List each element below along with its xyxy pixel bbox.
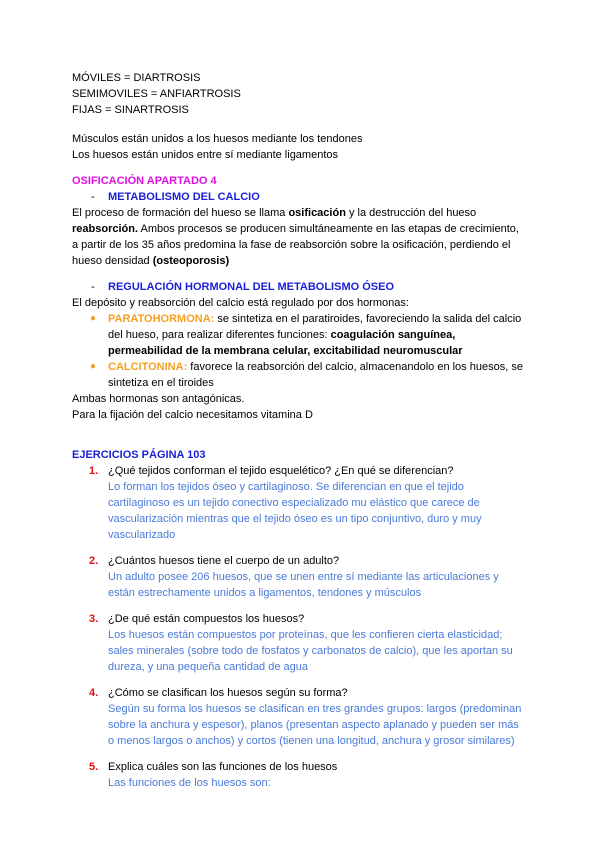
text-run: hueso densidad (72, 255, 153, 267)
text-run: se sintetiza en el paratiroides, favoreciendo la salida del calcio (214, 313, 522, 325)
bullet-icon: ● (90, 361, 97, 372)
term-paratohormona: PARATOHORMONA: (108, 313, 215, 325)
text-run: Ambos procesos se producen simultáneamente en las etapas de crecimiento, (138, 223, 519, 235)
question-number: 1. (89, 465, 99, 477)
question-text: ¿Qué tejidos conforman el tejido esquelético? ¿En qué se diferencian? (108, 465, 454, 477)
text-run: El proceso de formación del hueso se llama (72, 207, 289, 219)
text-run: favorece la reabsorción del calcio, almacenandolo en los huesos, se (187, 361, 523, 373)
term-osteoporosis: (osteoporosis) (152, 255, 230, 267)
calcitonina-line-1 (108, 359, 523, 375)
joint-line-1: MÓVILES = DIARTROSIS (72, 72, 201, 84)
term-calcitonina: CALCITONINA: (108, 361, 188, 373)
subtitle-metabolismo-calcio: METABOLISMO DEL CALCIO (108, 191, 260, 203)
question-number: 2. (89, 555, 99, 567)
answer-line: están estrechamente unidos a ligamentos, tendones y músculos (108, 587, 422, 599)
paratohormona-line-2 (108, 327, 455, 343)
antagonicas-line: Ambas hormonas son antagónicas. (72, 393, 245, 405)
bullet-icon: ● (90, 313, 97, 324)
question-number: 3. (89, 613, 99, 625)
answer-line: dureza, y una pequeña cantidad de agua (108, 661, 308, 673)
muscles-line-1: Músculos están unidos a los huesos mediante los tendones (72, 133, 363, 145)
paratohormona-line-3: permeabilidad de la membrana celular, excitabilidad neuromuscular (108, 345, 463, 357)
paragraph-line (72, 253, 229, 269)
term-reabsorcion: reabsorción. (72, 223, 139, 235)
vitamina-d-line: Para la fijación del calcio necesitamos vitamina D (72, 409, 313, 421)
question-number: 4. (89, 687, 99, 699)
paragraph-line (72, 205, 476, 221)
answer-line: sobre la anchura y espesor), planos (presentan aspecto aplanado y pueden ser más (108, 719, 519, 731)
calcitonina-line-2: sintetiza en el tiroides (108, 377, 214, 389)
question-text: ¿Cuántos huesos tiene el cuerpo de un adulto? (108, 555, 340, 567)
answer-line: cartilaginoso es un tejido conectivo especializado mu elástico que carece de (108, 497, 480, 509)
question-number: 5. (89, 761, 99, 773)
question-text: ¿Cómo se clasifican los huesos según su forma? (108, 687, 348, 699)
term-osificacion: osificación (288, 207, 346, 219)
question-text: ¿De qué están compuestos los huesos? (108, 613, 305, 625)
dash-marker: - (91, 191, 95, 203)
paragraph-line (72, 221, 519, 237)
answer-line: sales minerales (sobre todo de fosfatos y carbonatos de calcio), que les aportan su (108, 645, 513, 657)
answer-line: Un adulto posee 206 huesos, que se unen entre sí mediante las articulaciones y (108, 571, 499, 583)
answer-line: Los huesos están compuestos por proteínas, que les confieren cierta elasticidad; (108, 629, 503, 641)
paratohormona-line-1 (108, 311, 521, 327)
section-title-osificacion: OSIFICACIÓN APARTADO 4 (72, 175, 217, 187)
subtitle-regulacion-hormonal: REGULACIÓN HORMONAL DEL METABOLISMO ÓSEO (108, 281, 395, 293)
answer-line: o menos largos o anchos) y cortos (tienen una longitud, anchura y grosor similares) (108, 735, 515, 747)
answer-line: vascularización mientras que el tejido óseo es un tipo conjuntivo, duro y muy (108, 513, 482, 525)
paragraph-line: a partir de los 35 años predomina la fase de reabsorción sobre la osificación, perdiendo el (72, 239, 511, 251)
answer-line: Lo forman los tejidos óseo y cartilaginoso. Se diferencian en que el tejido (108, 481, 464, 493)
answer-line: vascularizado (108, 529, 176, 541)
joint-line-3: FIJAS = SINARTROSIS (72, 104, 189, 116)
question-text: Explica cuáles son las funciones de los huesos (108, 761, 338, 773)
answer-line: Según su forma los huesos se clasifican en tres grandes grupos: largos (predominan (108, 703, 522, 715)
section-title-ejercicios: EJERCICIOS PÁGINA 103 (72, 449, 206, 461)
text-run: del hueso, para realizar diferentes funciones: (108, 329, 331, 341)
dash-marker: - (91, 281, 95, 293)
joint-line-2: SEMIMOVILES = ANFIARTROSIS (72, 88, 241, 100)
deposito-line: El depósito y reabsorción del calcio está regulado por dos hormonas: (72, 297, 409, 309)
text-run: y la destrucción del hueso (345, 207, 477, 219)
term-coagulacion: coagulación sanguínea, (330, 329, 456, 341)
answer-line: Las funciones de los huesos son: (108, 777, 271, 789)
muscles-line-2: Los huesos están unidos entre sí mediante ligamentos (72, 149, 338, 161)
